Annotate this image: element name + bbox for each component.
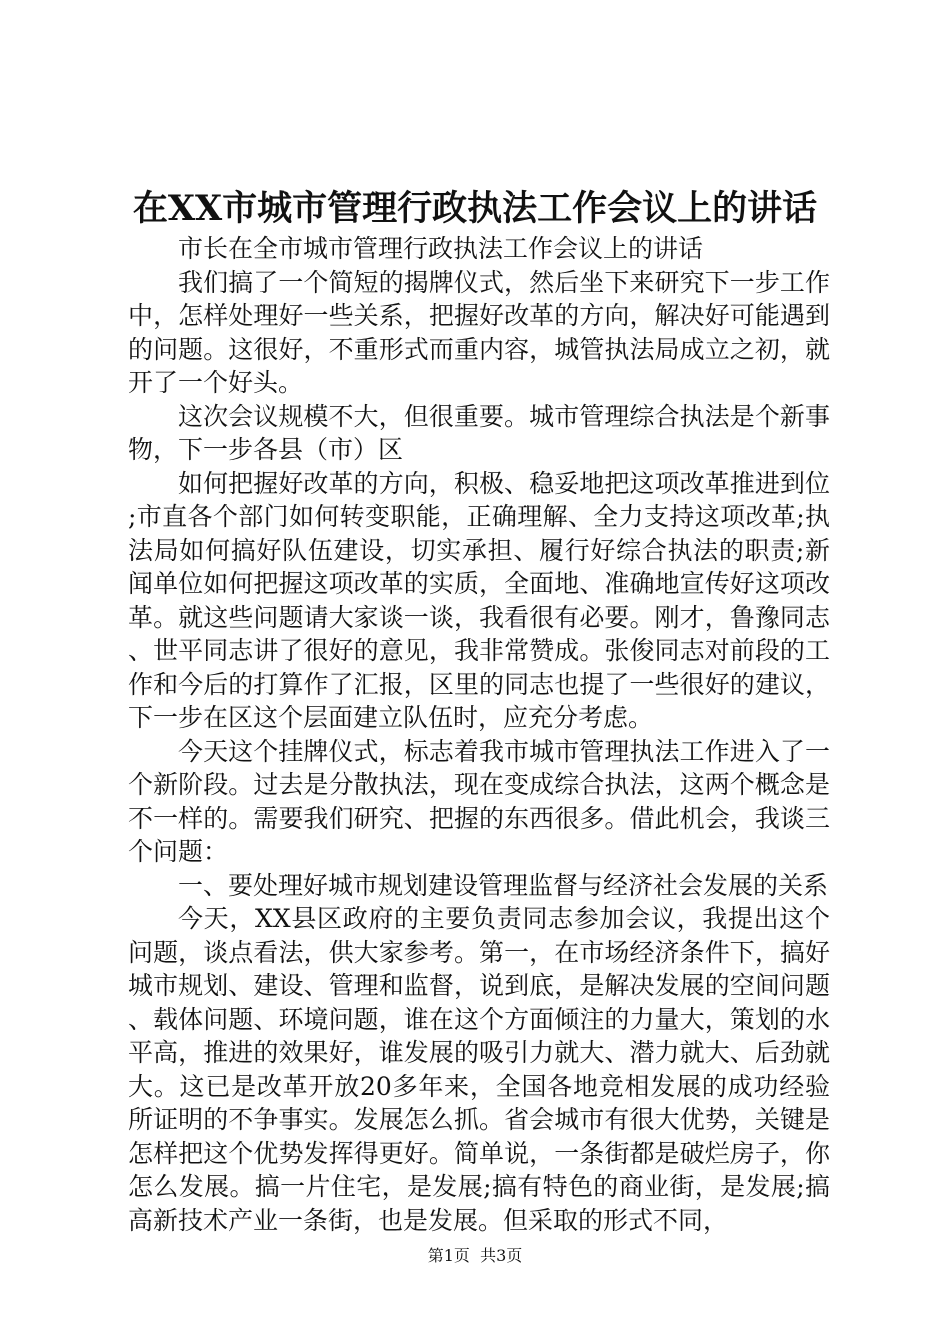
paragraph: 我们搞了一个简短的揭牌仪式，然后坐下来研究下一步工作中，怎样处理好一些关系，把握好改革的方向，解决好可能遇到的问题。这很好，不重形式而重内容，城管执法局成立之初，就开了一个好头。 (128, 267, 830, 397)
paragraph: 今天这个挂牌仪式，标志着我市城市管理执法工作进入了一个新阶段。过去是分散执法，现在变成综合执法，这两个概念是不一样的。需要我们研究、把握的东西很多。借此机会，我谈三个问题： (128, 736, 830, 866)
section-heading: 一、要处理好城市规划建设管理监督与经济社会发展的关系 (178, 870, 829, 900)
document-body (128, 232, 830, 1237)
paragraph: 如何把握好改革的方向，积极、稳妥地把这项改革推进到位;市直各个部门如何转变职能，正确理解、全力支持这项改革;执法局如何搞好队伍建设，切实承担、履行好综合执法的职责;新闻单位如何把握这项改革的实质，全面地、准确地宣传好这项改革。就这些问题请大家谈一谈，我看很有必要。刚才，鲁豫同志、世平同志讲了很好的意见，我非常赞成。张俊同志对前段的工作和今后的打算作了汇报，区里的同志也提了一些很好的建议，下一步在区这个层面建立队伍时，应充分考虑。 (128, 468, 830, 732)
page-number-footer: 第1页 共3页 (427, 1246, 523, 1265)
paragraph: 今天，XX县区政府的主要负责同志参加会议，我提出这个问题，谈点看法，供大家参考。第一，在市场经济条件下，搞好城市规划、建设、管理和监督，说到底，是解决发展的空间问题、载体问题、环境问题，谁在这个方面倾注的力量大，策划的水平高，推进的效果好，谁发展的吸引力就大、潜力就大、后劲就大。这已是改革开放20多年来，全国各地竞相发展的成功经验所证明的不争事实。发展怎么抓。省会城市有很大优势，关键是怎样把这个优势发挥得更好。简单说，一条街都是破烂房子，你怎么发展。搞一片住宅，是发展;搞有特色的商业街，是发展;搞高新技术产业一条街，也是发展。但采取的形式不同， (128, 904, 830, 1235)
paragraph: 这次会议规模不大，但很重要。城市管理综合执法是个新事物，下一步各县（市）区 (128, 401, 830, 464)
document-title: 在XX市城市管理行政执法工作会议上的讲话 (132, 188, 818, 229)
paragraph: 市长在全市城市管理行政执法工作会议上的讲话 (178, 234, 704, 263)
